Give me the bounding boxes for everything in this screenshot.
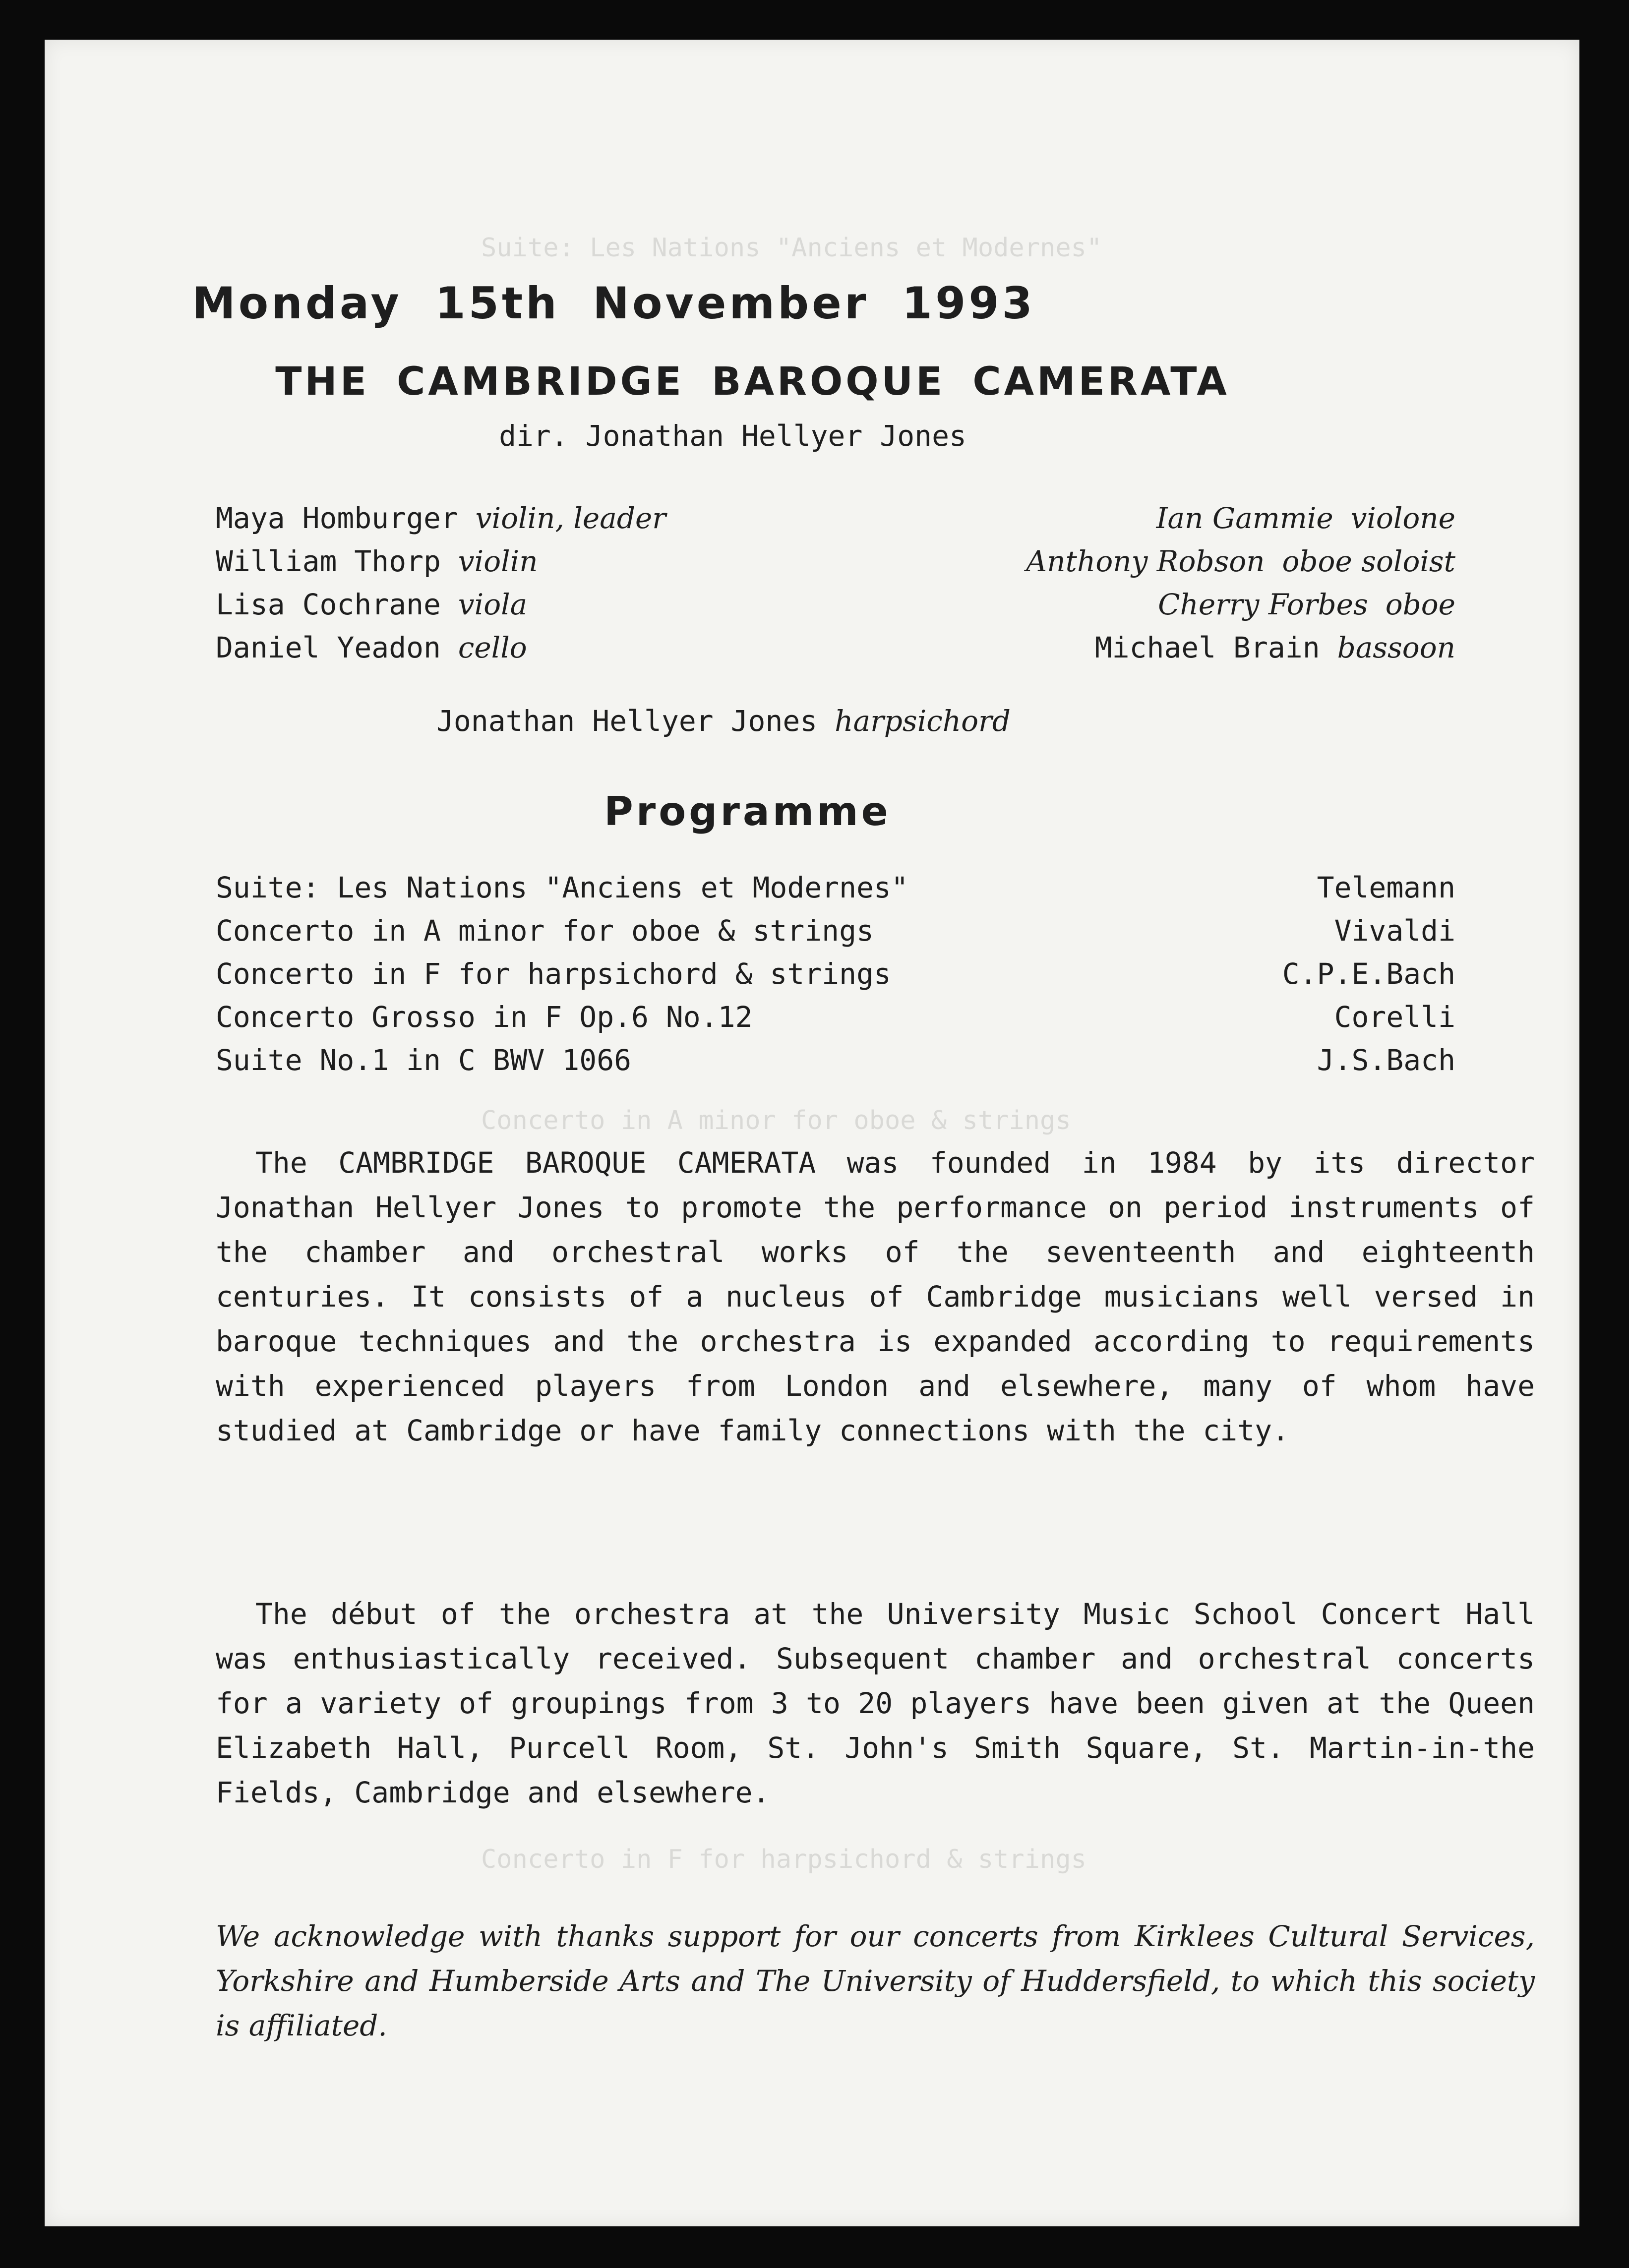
programme-composer: J.S.Bach bbox=[1317, 1043, 1455, 1077]
performer-right: Anthony Robson oboe soloist bbox=[1026, 544, 1455, 578]
programme-work: Concerto in A minor for oboe & strings bbox=[216, 914, 874, 948]
programme-item bbox=[216, 868, 1455, 907]
performer-left: Maya Homburger violin, leader bbox=[216, 501, 666, 535]
show-through-text: Suite: Les Nations "Anciens et Modernes" bbox=[481, 233, 1102, 263]
performer-row bbox=[216, 541, 1455, 581]
programme-work: Concerto in F for harpsichord & strings bbox=[216, 957, 891, 991]
performer-right: Cherry Forbes oboe bbox=[1158, 588, 1455, 621]
concert-date: Monday 15th November 1993 bbox=[192, 278, 1035, 329]
ensemble-name: THE CAMBRIDGE BAROQUE CAMERATA bbox=[275, 359, 1230, 404]
programme-composer: Vivaldi bbox=[1334, 914, 1455, 948]
performer-left: Daniel Yeadon cello bbox=[216, 631, 527, 664]
programme-item bbox=[216, 997, 1455, 1037]
programme-page bbox=[45, 40, 1579, 2226]
performer-row bbox=[216, 498, 1455, 538]
acknowledgement-paragraph: We acknowledge with thanks support for our concerts from Kirklees Cultural Services, Yorkshire and Humberside Arts and The University of Huddersfield, to which this society is affiliated. bbox=[216, 1919, 1535, 2042]
director-line: dir. Jonathan Hellyer Jones bbox=[499, 419, 966, 453]
programme-composer: Corelli bbox=[1334, 1000, 1455, 1034]
programme-title: Programme bbox=[604, 788, 891, 835]
performer-left: Lisa Cochrane viola bbox=[216, 588, 528, 621]
harpsichordist-line: Jonathan Hellyer Jones harpsichord bbox=[436, 704, 1011, 738]
programme-work: Concerto Grosso in F Op.6 No.12 bbox=[216, 1000, 753, 1034]
programme-work: Suite No.1 in C BWV 1066 bbox=[216, 1043, 632, 1077]
programme-composer: Telemann bbox=[1317, 871, 1455, 904]
debut-paragraph: The début of the orchestra at the University Music School Concert Hall was enthusiastically received. Subsequent chamber and orchestral concerts for a variety of groupings from 3 to 20 players have been given at the Queen Elizabeth Hall, Purcell Room, St. John's Smith Square, St. Martin-in-the Fields, Cambridge and elsewhere. bbox=[216, 1597, 1535, 1809]
programme-work: Suite: Les Nations "Anciens et Modernes" bbox=[216, 871, 908, 904]
show-through-text: Concerto in A minor for oboe & strings bbox=[481, 1106, 1071, 1135]
programme-item bbox=[216, 911, 1455, 951]
show-through-text: Concerto in F for harpsichord & strings bbox=[481, 1845, 1086, 1874]
programme-composer: C.P.E.Bach bbox=[1282, 957, 1455, 991]
founding-paragraph: The CAMBRIDGE BAROQUE CAMERATA was founded in 1984 by its director Jonathan Hellyer Jones to promote the performance on period instruments of the chamber and orchestral works of the seventeenth and eighteenth centuries. It consists of a nucleus of Cambridge musicians well versed in baroque techniques and the orchestra is expanded according to requirements with experienced players from London and elsewhere, many of whom have studied at Cambridge or have family connections with the city. bbox=[216, 1146, 1535, 1447]
performer-left: William Thorp violin bbox=[216, 544, 538, 578]
performer-row bbox=[216, 628, 1455, 667]
programme-item bbox=[216, 1040, 1455, 1080]
performer-right: Michael Brain bassoon bbox=[1094, 631, 1455, 664]
programme-item bbox=[216, 954, 1455, 994]
performer-row bbox=[216, 585, 1455, 624]
performer-right: Ian Gammie violone bbox=[1156, 501, 1455, 535]
